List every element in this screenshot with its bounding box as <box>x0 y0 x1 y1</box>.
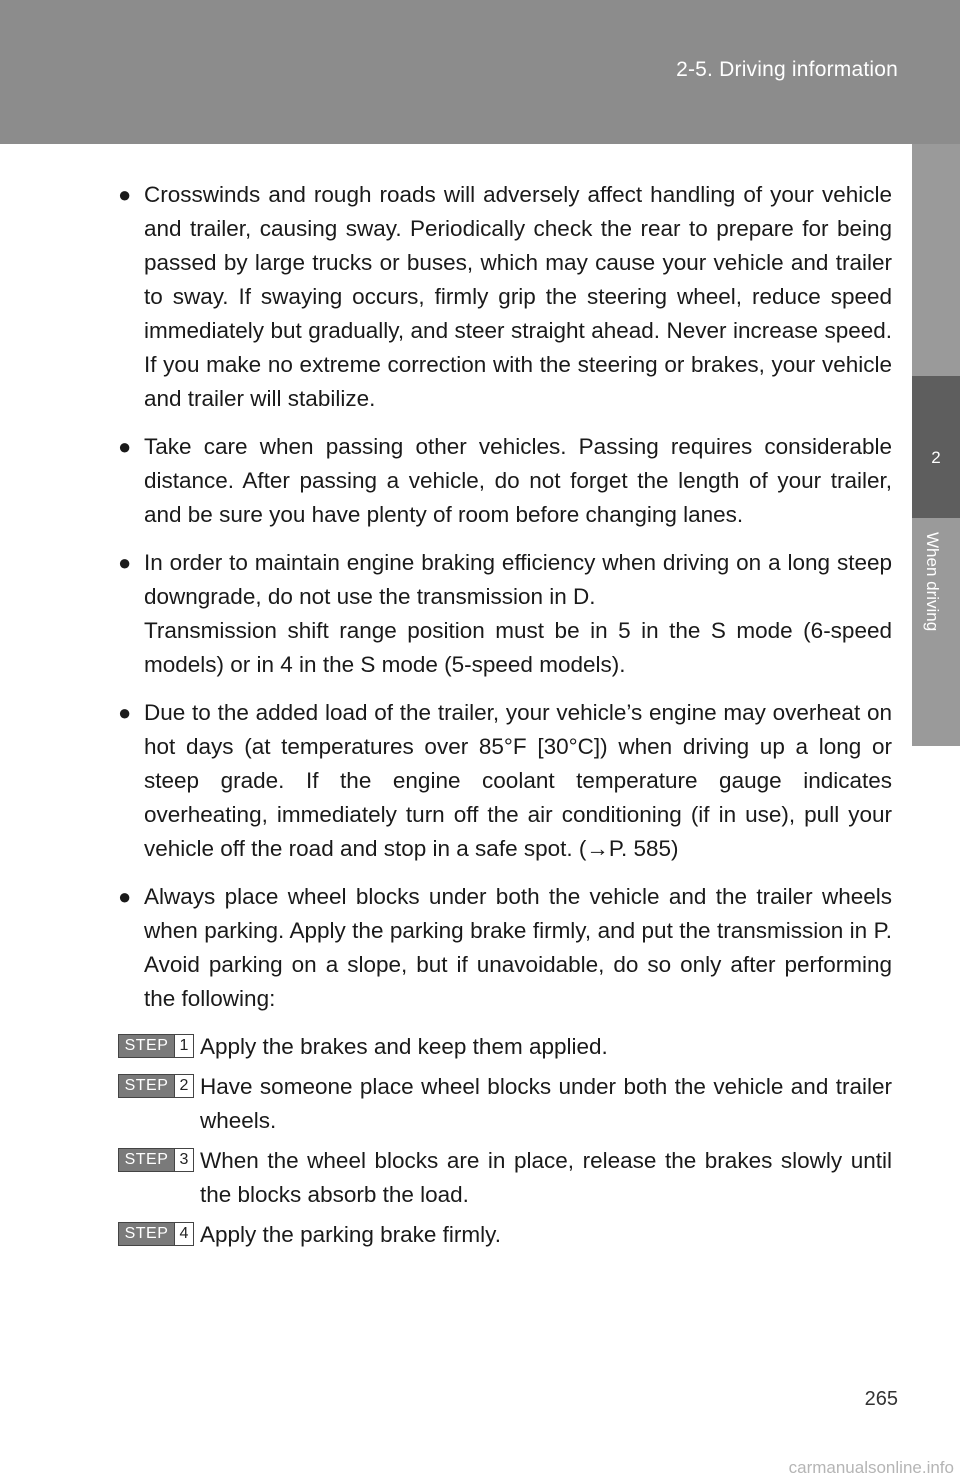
step-badge-number: 2 <box>174 1075 193 1097</box>
step-badge-number: 3 <box>174 1149 193 1171</box>
step-text: Have someone place wheel blocks under both the vehicle and trailer wheels. <box>200 1074 892 1133</box>
page-number: 265 <box>864 1388 898 1410</box>
page-content <box>118 178 892 1258</box>
bullet-item <box>118 696 892 866</box>
bullet-text: Always place wheel blocks under both the vehicle and the trailer wheels when parking. Apply the parking brake firmly, and put the transmission in P. Avoid parking on a slope, but if unavoidable, do so only after performing the following: <box>144 884 892 1011</box>
step-item <box>118 1030 892 1064</box>
step-badge-number: 4 <box>174 1223 193 1245</box>
bullet-item <box>118 880 892 1016</box>
step-badge-label: STEP <box>119 1035 174 1057</box>
bullet-item <box>118 430 892 532</box>
bullet-dot-icon: ● <box>118 884 132 909</box>
bullet-dot-icon: ● <box>118 182 132 207</box>
step-badge <box>118 1074 194 1098</box>
step-text: When the wheel blocks are in place, release the brakes slowly until the blocks absorb the load. <box>200 1148 892 1207</box>
step-badge <box>118 1148 194 1172</box>
bullet-text: Crosswinds and rough roads will adversely affect handling of your vehicle and trailer, causing sway. Periodically check the rear to prepare for being passed by large trucks or buses, which may cause your vehicle and trailer to sway. If swaying occurs, firmly grip the steering wheel, reduce speed immediately but gradually, and steer straight ahead. Never increase speed. If you make no extreme correction with the steering or brakes, your vehicle and trailer will stabilize. <box>144 182 892 411</box>
bullet-dot-icon: ● <box>118 550 132 575</box>
step-badge <box>118 1222 194 1246</box>
chapter-number-tab[interactable]: 2 <box>912 376 960 518</box>
bullet-list <box>118 178 892 1016</box>
step-badge <box>118 1034 194 1058</box>
step-badge-label: STEP <box>119 1149 174 1171</box>
bullet-item <box>118 178 892 416</box>
bullet-item <box>118 546 892 682</box>
bullet-dot-icon: ● <box>118 434 132 459</box>
step-list <box>118 1030 892 1252</box>
bullet-dot-icon: ● <box>118 700 132 725</box>
step-badge-label: STEP <box>119 1223 174 1245</box>
step-item <box>118 1070 892 1138</box>
step-badge-number: 1 <box>174 1035 193 1057</box>
watermark: carmanualsonline.info <box>788 1458 954 1477</box>
step-badge-label: STEP <box>119 1075 174 1097</box>
bullet-text: Due to the added load of the trailer, your vehicle’s engine may overheat on hot days (at temperatures over 85°F [30°C]) when driving up a long or steep grade. If the engine coolant temperature gauge indicates overheating, immediately turn off the air conditioning (if in use), pull your vehicle off the road and stop in a safe spot. (→P. 585) <box>144 700 892 861</box>
step-item <box>118 1218 892 1252</box>
bullet-text: In order to maintain engine braking efficiency when driving on a long steep downgrade, do not use the transmission in D. <box>144 550 892 609</box>
step-item <box>118 1144 892 1212</box>
side-tab-top <box>912 144 960 376</box>
step-text: Apply the brakes and keep them applied. <box>200 1034 608 1059</box>
section-title: 2-5. Driving information <box>676 58 898 81</box>
header-band <box>0 0 960 144</box>
step-text: Apply the parking brake firmly. <box>200 1222 501 1247</box>
chapter-label: When driving <box>923 532 942 632</box>
bullet-text: Transmission shift range position must be in 5 in the S mode (6-speed models) or in 4 in the S mode (5-speed models). <box>144 618 892 677</box>
bullet-text: Take care when passing other vehicles. Passing requires considerable distance. After passing a vehicle, do not forget the length of your trailer, and be sure you have plenty of room before changing lanes. <box>144 434 892 527</box>
